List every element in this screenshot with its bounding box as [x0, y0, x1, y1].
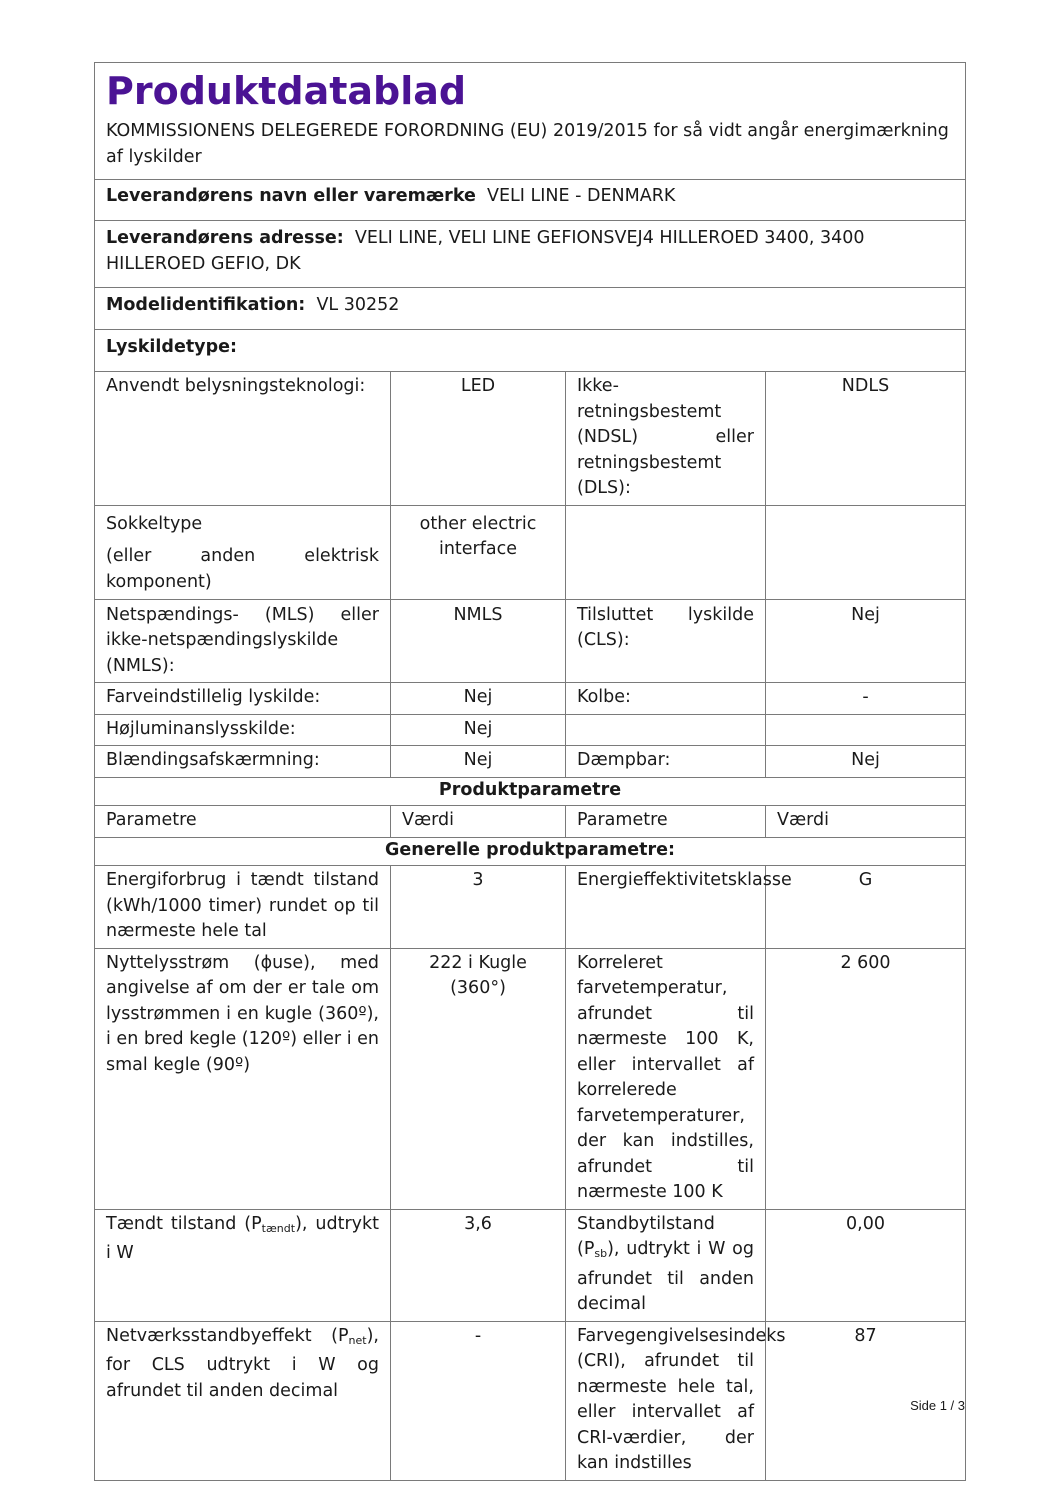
datasheet-page — [94, 62, 965, 1481]
section-row — [95, 777, 966, 806]
param-label: Nyttelysstrøm (ɸuse), med angivelse af om der er tale om lysstrømmen i en kugle (360º), i en bred kegle (120º) eller i en smal kegle (90º) — [95, 948, 391, 1209]
type-label — [566, 714, 766, 746]
type-label: Netspændings- (MLS) eller ikke-netspændingslyskilde (NMLS): — [95, 599, 391, 683]
param-value: G — [766, 866, 966, 949]
type-label: Blændingsafskærmning: — [95, 746, 391, 778]
param-row — [95, 1321, 966, 1480]
param-label: Tændt tilstand $(P_{tændt})$, udtrykt i W — [95, 1209, 391, 1321]
supplier-name-label: Leverandørens navn eller varemærke — [106, 186, 476, 206]
type-value: Nej — [391, 746, 566, 778]
page-title: Produktdatablad — [95, 63, 966, 114]
type-label-note: (eller anden elektrisk komponent) — [106, 546, 379, 592]
param-value: 3 — [391, 866, 566, 949]
type-value: LED — [391, 372, 566, 506]
section-title-product-parameters: Produktparametre — [95, 777, 966, 806]
type-label: Tilsluttet lyskilde (CLS): — [566, 599, 766, 683]
supplier-address-row — [95, 221, 966, 288]
model-value: VL 30252 — [316, 295, 400, 315]
subtitle-row — [95, 113, 966, 180]
param-label: Standbytilstand $(P_{sb})$, udtrykt i W og afrundet til anden decimal — [566, 1209, 766, 1321]
supplier-address-value: VELI LINE, VELI LINE GEFIONSVEJ4 HILLEROED 3400, 3400 HILLEROED GEFIO, DK — [106, 228, 865, 274]
param-row — [95, 948, 966, 1209]
param-value: - — [391, 1321, 566, 1480]
type-row — [95, 746, 966, 778]
supplier-name-value: VELI LINE - DENMARK — [487, 186, 676, 206]
datasheet-table — [94, 62, 966, 1481]
type-row — [95, 683, 966, 715]
section-row — [95, 837, 966, 866]
type-value — [766, 505, 966, 599]
param-value: 3,6 — [391, 1209, 566, 1321]
column-header-row — [95, 806, 966, 838]
light-source-type-row — [95, 330, 966, 372]
column-header: Parametre — [95, 806, 391, 838]
type-value: Nej — [766, 599, 966, 683]
param-label: Farvegengivelsesindeks (CRI), afrundet til nærmeste hele tal, eller intervallet af CRI-værdier, der kan indstilles — [566, 1321, 766, 1480]
type-row — [95, 372, 966, 506]
param-label: Energieffektivitetsklasse — [566, 866, 766, 949]
param-row — [95, 1209, 966, 1321]
page-number: Side 1 / 3 — [910, 1398, 965, 1413]
type-label: Højluminanslysskilde: — [95, 714, 391, 746]
type-label: Anvendt belysningsteknologi: — [95, 372, 391, 506]
param-label: Korreleret farvetemperatur, afrundet til nærmeste 100 K, eller intervallet af korrelerede farvetemperaturer, der kan indstilles, afrundet til nærmeste 100 K — [566, 948, 766, 1209]
type-value: Nej — [766, 746, 966, 778]
param-value: 222 i Kugle (360°) — [391, 948, 566, 1209]
type-value: Nej — [391, 683, 566, 715]
type-label — [566, 505, 766, 599]
model-row — [95, 288, 966, 330]
type-value: NMLS — [391, 599, 566, 683]
type-label: Kolbe: — [566, 683, 766, 715]
type-value — [766, 714, 966, 746]
title-row — [95, 63, 966, 114]
param-label: Energiforbrug i tændt tilstand (kWh/1000 timer) rundet op til nærmeste hele tal — [95, 866, 391, 949]
supplier-address-label: Leverandørens adresse: — [106, 228, 344, 248]
type-row — [95, 714, 966, 746]
type-value: - — [766, 683, 966, 715]
type-label: Farveindstillelig lyskilde: — [95, 683, 391, 715]
supplier-name-row — [95, 180, 966, 221]
light-source-type-label: Lyskildetype: — [95, 330, 966, 372]
regulation-subtitle: KOMMISSIONENS DELEGEREDE FORORDNING (EU) 2019/2015 for så vidt angår energimærkning af lyskilder — [95, 113, 966, 180]
type-value: NDLS — [766, 372, 966, 506]
column-header: Værdi — [391, 806, 566, 838]
type-value: other electric interface — [391, 505, 566, 599]
type-value: Nej — [391, 714, 566, 746]
param-value: 87 — [766, 1321, 966, 1480]
type-label: Ikke-retningsbestemt (NDSL) eller retningsbestemt (DLS): — [566, 372, 766, 506]
type-label: Sokkeltype — [106, 513, 203, 534]
column-header: Værdi — [766, 806, 966, 838]
param-value: 0,00 — [766, 1209, 966, 1321]
column-header: Parametre — [566, 806, 766, 838]
section-title-general-parameters: Generelle produktparametre: — [95, 837, 966, 866]
type-row — [95, 599, 966, 683]
type-row — [95, 505, 966, 599]
model-label: Modelidentifikation: — [106, 295, 306, 315]
param-label: Netværksstandbyeffekt $(P_{net})$, for CLS udtrykt i W og afrundet til anden decimal — [95, 1321, 391, 1480]
param-value: 2 600 — [766, 948, 966, 1209]
type-label: Dæmpbar: — [566, 746, 766, 778]
param-row — [95, 866, 966, 949]
